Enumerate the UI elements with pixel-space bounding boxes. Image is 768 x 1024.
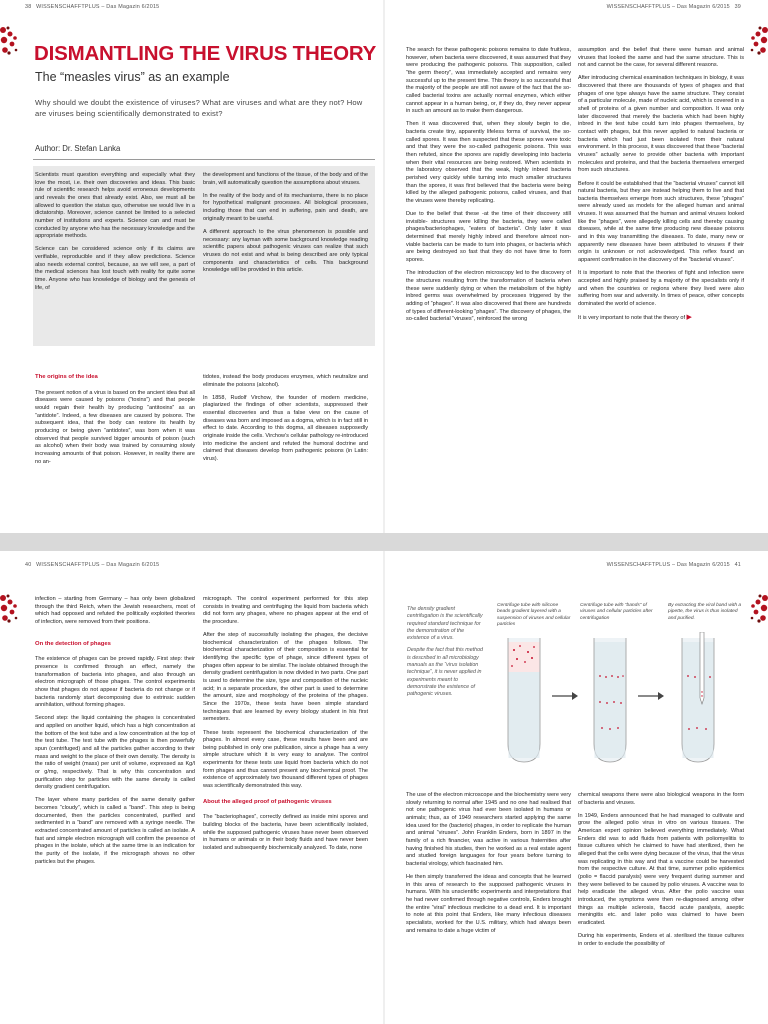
body-paragraph: The layer where many particles of the same density gather becomes “cloudy”, which is called a “band”. This step is being documented, then the particles concentrated, purified and sedimented in a “band” are removed with a syringe needle. The extracted concentrated amount of particles is called an isolate. A fast and simple electron micrograph will confirm the presence of phages in the isolate, which at the same time is an indication for the purity of the isolate, if the micrograph shows no other particles but the phages. xyxy=(35,797,195,865)
magazine-name: WISSENSCHAFFTPLUS – Das Magazin 6/2015 xyxy=(36,562,160,568)
page39-column-1 xyxy=(406,47,571,503)
section-heading: The origins of the idea xyxy=(35,374,98,380)
figure-caption-note: Despite the fact that this method is described in all microbiology manuals as the “virus isolation technique”, it is never applied in experiments meant to demonstrate the existence of pathogenic viruses. xyxy=(407,647,483,698)
abstract-paragraph: A different approach to the virus phenomenon is possible and necessary: any layman with some background knowledge reading scientific papers about pathogenic viruses can realize that such viruses do not exist and what is being described are only typical components and characteristics of cells. This background knowledge will be provided in this article. xyxy=(203,228,368,274)
body-paragraph: The present notion of a virus is based on the ancient idea that all diseases were caused by poisons (“toxins”) and that people would regain their health by producing “antitoxins” as an “antidote”. Indeed, a few diseases are caused by poisons. The subsequent idea, that the body can restore its health by producing or being given “antidotes”, was born when it was observed that people survived bigger amounts of poison (such as alcohol) when their body was trained by consuming slowly increasing amounts of that poison. However, in reality there are no an- xyxy=(35,389,195,465)
page39-column-2 xyxy=(578,47,744,503)
body-paragraph: In 1858, Rudolf Virchow, the founder of modern medicine, plagiarized the findings of other scientists, suppressed their essential discoveries and thus a false view on the cause of diseases was born and imposed as a dogma, which is in fact still in effect to date. According to this dogma, all diseases supposedly originate inside the cells. Virchow’s cellular pathology re-introduced into medicine the ancient and refuted the humoral doctrine and claimed that diseases develop from pathogenic poisons (in Latin: virus). xyxy=(203,394,368,463)
body-paragraph: micrograph. The control experiment performed for this step consists in treating and centrifuging the liquid from bacteria which did not form any phages, where no phages appear at the end of the procedure. xyxy=(203,596,368,625)
article-title: DISMANTLING THE VIRUS THEORY xyxy=(34,42,377,65)
centrifuge-tubes-diagram xyxy=(490,632,745,772)
section-heading: On the detection of phages xyxy=(35,640,111,647)
centrifuge-tube-2 xyxy=(594,638,626,762)
arrow-icon xyxy=(572,692,578,700)
spread-pages-40-41 xyxy=(0,551,768,1024)
page40-column-1 xyxy=(35,596,195,1024)
divider xyxy=(33,159,375,160)
abstract-paragraph: Scientists must question everything and especially what they love the most, i.e. their own discoveries and ideas. This basic rule of scientific research helps avoid erroneous developments and reveals the ones that already exist. Also, we must all be allowed to question the status quo, otherwise we would live in a dictatorship. Moreover, science cannot be limited to a selected number of institutions and experts. Science can and must be conducted by anyone who has the necessary knowledge and the appropriate methods. xyxy=(35,172,195,240)
page-number: 40 xyxy=(25,562,32,568)
body-paragraph: These tests represent the biochemical characterization of the phages. In almost every case, these results have been and are being published in only one publication, since a phage has a very simple structure which it is very easy to analyse. The control experiments for these tests use liquid from bacteria which do not form phages and thus cannot present any biochemical proof. The existence of approximately two thousand different types of phages was scientifically demonstrated this way. xyxy=(203,729,368,790)
body-paragraph: Second step: the liquid containing the phages is concentrated and applied on another liquid, which has a high concentration at the bottom of the test tube and a low concentration at the top of the test tube. The test tube with the phages is then powerfully spun (centrifuged) and all the particles gather according to their mass and weight to the place of their own density. The density is the ratio of weight (mass) per unit of volume, expressed as Kg/l or g/mg, respectively. That is why this concentration and purification step for particles with the same density is called density gradient centrifugation. xyxy=(35,715,195,791)
page-header-41 xyxy=(607,562,744,568)
body-paragraph: tidotes, instead the body produces enzymes, which neutralize and eliminate the poisons (alcohol). xyxy=(203,374,368,388)
spread-gutter xyxy=(383,0,385,533)
corner-pattern-icon xyxy=(746,25,768,57)
page-number: 41 xyxy=(734,562,741,568)
body-paragraph: The introduction of the electron microscopy led to the discovery of the structures resulting from the transformation of bacteria when these were suddenly dying or when the metabolism of the highly inbred germs was overwhelmed by processes triggered by the adding of “phages”. It was also discovered that there are hundreds of types of different-looking “phages”. The discovery of phages, the so-called bacterial “viruses”, reinforced the wrong xyxy=(406,270,571,323)
origins-column-2 xyxy=(203,374,368,504)
body-paragraph: Before it could be established that the “bacterial viruses” cannot kill natural bacteria, but they are instead helping them to live and that bacteria themselves emerge from such structures, these “phages” were already used as models for the alleged human and animal viruses. It was assumed that the human and animal viruses looked like the “phages”, were allegedly killing cells and thereby causing diseases, while at the same time producing new disease poisons and in this way transmitting the diseases. To date, many new or apparently new diseases have been attributed to viruses if their origin is unknown or not acknowledged. This reflex found an apparent confirmation in the discovery of the “bacterial viruses”. xyxy=(578,180,744,264)
page-header-38 xyxy=(22,4,159,10)
body-paragraph: Due to the belief that these -at the time of their discovery still invisible- structures were killing the bacteria, they were called phages/bacteriophages, “eaters of bacteria”. Only later it was determined that merely highly inbred and therefore almost non-viable bacteria can be made to turn into phages, or bacteria which are being destroyed so fast that they do not have time to form spores. xyxy=(406,211,571,264)
body-paragraph: chemical weapons there were also biological weapons in the form of bacteria and viruses. xyxy=(578,792,744,806)
magazine-name: WISSENSCHAFFTPLUS – Das Magazin 6/2015 xyxy=(606,4,730,10)
page-number: 39 xyxy=(734,4,741,10)
abstract-paragraph: Science can be considered science only if its claims are verifiable, reproducible and if they allow predictions. Science also needs external control, because, as we will see, a part of the medical sciences has lost touch with reality for quite some time. Anyone who has knowledge of biology and the genesis of life, of xyxy=(35,246,195,291)
body-paragraph xyxy=(578,314,744,323)
continue-arrow-icon: ▶ xyxy=(686,314,692,321)
page-header-40 xyxy=(22,562,159,568)
body-paragraph: The search for these pathogenic poisons remains to date fruitless, however, when bacteria were discovered, it was assumed that they were producing the pathogenic poisons. This supposition, called “the germ theory”, was immediately accepted and remains very successful up to the present time. This theory is so successful that the majority of the people are still not aware of the fact that the so-called bacterial toxins are actually normal enzymes, which either cannot appear in a human being, or, if they do, they never appear in such an amount as to make them dangerous. xyxy=(406,47,571,115)
magazine-name: WISSENSCHAFFTPLUS – Das Magazin 6/2015 xyxy=(36,4,160,10)
origins-column-1 xyxy=(35,374,195,504)
body-paragraph: He then simply transferred the ideas and concepts that he learned in this area of research to the supposed pathogenic viruses in humans. With his unscientific experiments and interpretations that he had never confirmed through negative controls, Enders brought the entire “viral” infectious medicine to a dead end. It is important to note at this point that Enders, like many infectious diseases specialists, worked for the U.S. military, which had always been and remains to date a huge victim of xyxy=(406,874,571,934)
figure-caption xyxy=(407,606,485,704)
body-paragraph: During his experiments, Enders et al. sterilised the tissue cultures in order to exclude the possibility of xyxy=(578,933,744,947)
arrow-icon xyxy=(658,692,664,700)
corner-pattern-icon xyxy=(0,25,22,57)
spread-gutter xyxy=(383,551,385,1024)
magazine-name: WISSENSCHAFFTPLUS – Das Magazin 6/2015 xyxy=(606,562,730,568)
page41-column-2 xyxy=(578,792,744,1024)
abstract-paragraph: the development and functions of the tissue, of the body and of the brain, will automatically question the assumptions about viruses. xyxy=(203,172,368,186)
page-header-39 xyxy=(607,4,744,10)
figure-label-tube-1: Centrifuge tube with silicone beads gradient layered with a suspension of viruses and cellular particles xyxy=(497,603,571,627)
page-number: 38 xyxy=(25,4,32,10)
centrifuge-tube-1 xyxy=(508,638,540,762)
body-paragraph: The use of the electron microscope and the biochemistry were very slowly returning to normal after 1945 and no one had realised that not one pathogenic virus had ever been isolated in humans or animals; thus, as of 1949 researchers started applying the same idea used for the (bacterio) phages, in order to replicate the human and animal “viruses”. John Franklin Enders, born in 1897 in the family of a rich financier, was active in various fraternities after having finished his studies, then he worked as a real estate agent and studied foreign languages for four years before turning to bacterial virology, which fascinated him. xyxy=(406,792,571,867)
pipette-icon xyxy=(700,632,704,704)
figure-label-tube-2: Centrifuge tube with “bands” of viruses and cellular particles after centrifugation xyxy=(580,603,653,621)
body-paragraph: The existence of phages can be proved rapidly. First step: their presence is confirmed through an effect, namely the transformation of bacteria into phages, and also through an electron micrograph of those phages. The control experiments show that phages do not appear if bacteria do not change or if bacteria randomly start decomposing due to extrinsic sudden annihilation, without forming phages. xyxy=(35,656,195,709)
centrifuge-tube-3 xyxy=(682,632,714,762)
body-paragraph: Then it was discovered that, when they slowly begin to die, bacteria create tiny, apparently lifeless forms of survival, the so-called spores. It was then suspected that these spores were toxic and that they were the so-called pathogenic poisons. This was then refuted, since the spores are rapidly developing into bacteria when their vital resources are being restored. When scientists in the laboratory observed that the weak, highly inbred bacteria perished very quickly while turning into much smaller structures than the spores, it was first believed that the bacteria were being killed by the alleged pathogenic poisons, called viruses, and that the viruses were thereby replicating. xyxy=(406,121,571,204)
body-paragraph: The “bacteriophages”, correctly defined as inside mini spores and building blocks of the bacteria, have been scientifically isolated, while the supposed pathogenic viruses have never been observed in humans or animals or in their body fluids and have never been isolated and subsequently biochemically analyzed. To date, none xyxy=(203,814,368,852)
figure-label-tube-3: By extracting the viral band with a pipette, the virus is thus isolated and purified. xyxy=(668,603,742,621)
article-author: Author: Dr. Stefan Lanka xyxy=(35,144,121,153)
body-paragraph: It is important to note that the theories of fight and infection were accepted and highly praised by a majority of the specialists only if and when the countries or regions where they lived were also suffering from war and adversity. In times of peace, other concepts dominated the world of science. xyxy=(578,270,744,307)
article-subtitle: The “measles virus” as an example xyxy=(35,70,230,84)
corner-pattern-icon xyxy=(0,593,22,625)
body-paragraph: After introducing chemical examination techniques in biology, it was discovered that there are thousands of types of phages and that phages of one type always have the same structure. They consist of a particular molecule, made of nucleic acid, which is covered in a shell of proteins of a given number and composition. It was only later discovered that merely the bacteria which had been highly inbred in the test tube could turn into phages themselves, by contact with phages, but this never applied to natural bacteria or bacteria which had just been isolated from their natural environment. In this process, it was discovered that these “bacterial viruses” actually serve to provide other bacteria with important molecules and proteins, and that the bacteria themselves emerged from such structures. xyxy=(578,75,744,174)
abstract-column-2 xyxy=(203,172,368,344)
corner-pattern-icon xyxy=(746,593,768,625)
body-paragraph: assumption and the belief that there were human and animal viruses that looked the same and had the same structure. This is not and cannot be the case, for several different reasons. xyxy=(578,47,744,69)
page40-column-2 xyxy=(203,596,368,1024)
abstract-column-1 xyxy=(35,172,195,344)
body-paragraph: After the step of successfully isolating the phages, the decisive biochemical characterization of the phages follows. The biochemical characterization of their composition is essential for identifying the specific type of phage, since different types of phages often appear to be similar. The isolate obtained through the density gradient centrifugation is now divided in two parts. One part is used to determine the size, type and composition of the nucleic acid; in a separate procedure, the other part is used to determine the amount, size and morphology of the proteins of the phages. Since the 1970s, these tests have been simple standard techniques that are learned by every biology student in his first semesters. xyxy=(203,632,368,723)
body-text: It is very important to note that the theory of xyxy=(578,315,685,321)
body-paragraph: In 1949, Enders announced that he had managed to cultivate and grow the alleged polio virus in vitro on various tissues. The American expert opinion believed everything immediately. What Enders did was to add fluids from patients with poliomyelitis to tissue cultures which he claimed to have had sterilized, then he alleged that the cells were dying because of the virus, that the virus was replicating in this way and that a vaccine could be harvested from the respective culture. At that time, summer polio epidemics (polio = flaccid paralysis) were very frequent during summer and they were believed to be caused by polio viruses. A vaccine was to help eradicate the alleged virus. After the polio vaccine was introduced, the symptoms were then re-diagnosed among other things as multiple sclerosis, flaccid acute paralysis, aseptic meningitis etc. and later polio was claimed to have been eradicated. xyxy=(578,812,744,926)
page41-column-1 xyxy=(406,792,571,1024)
article-intro: Why should we doubt the existence of viruses? What are viruses and what are they not? How are viruses being scientifically demonstrated to exist? xyxy=(35,98,363,118)
section-heading: About the alleged proof of pathogenic viruses xyxy=(203,798,332,805)
abstract-paragraph: In the reality of the body and of its mechanisms, there is no place for hypothetical malignant processes. All biological processes, including those that can end in suffering, pain and death, are originally meant to be useful. xyxy=(203,192,368,222)
figure-caption-main: The density gradient centrifugation is the scientifically required standard technique for the demonstration of the existence of a virus. xyxy=(407,606,483,642)
body-paragraph: infection – starting from Germany – has only been globalized through the third Reich, when the Jewish researchers, most of which had opposed and refuted the politically exploited theories of infection, were removed from their positions. xyxy=(35,596,195,625)
